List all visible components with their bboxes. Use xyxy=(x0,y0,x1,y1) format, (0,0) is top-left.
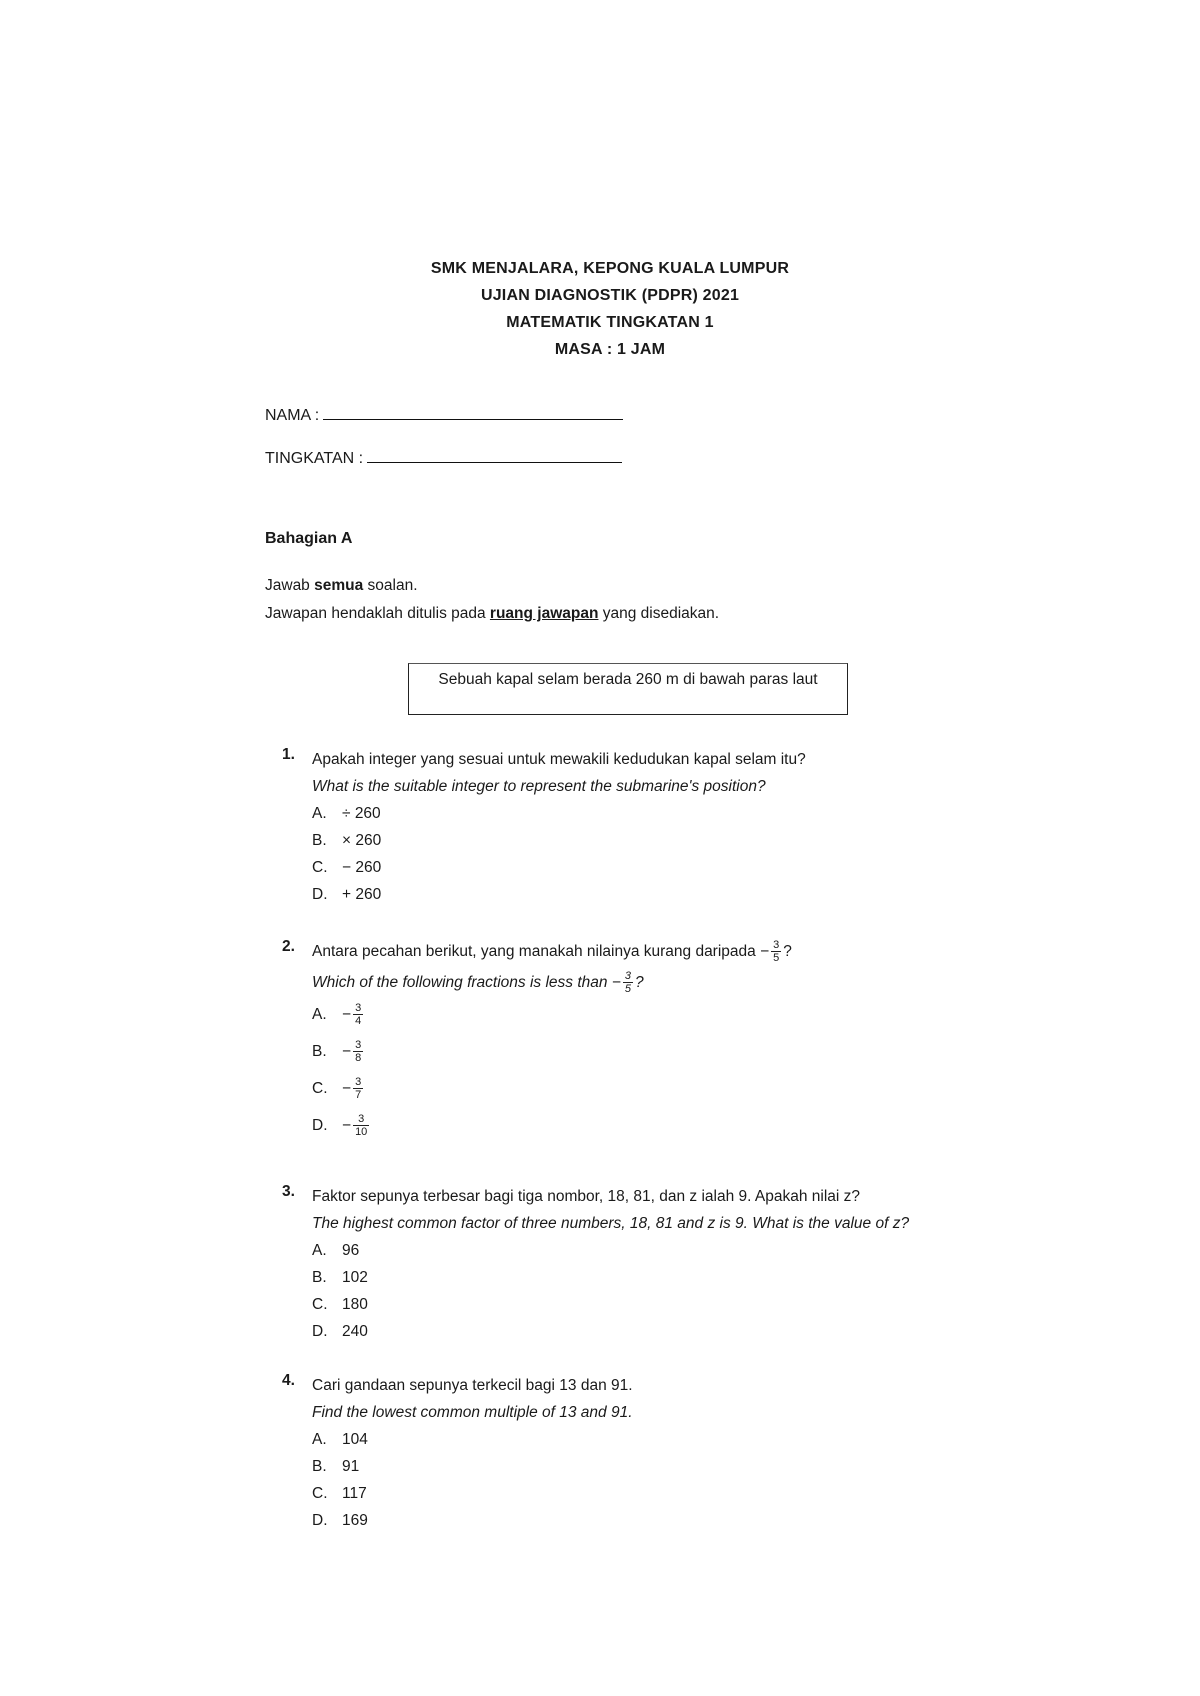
option-label: D. xyxy=(312,1512,328,1529)
instructions xyxy=(265,572,719,628)
instr2-text-a: Jawapan hendaklah ditulis pada xyxy=(265,605,490,622)
instr1-bold: semua xyxy=(314,577,364,594)
option-label: C. xyxy=(312,1080,328,1097)
option-b[interactable] xyxy=(312,1264,992,1291)
option-a[interactable] xyxy=(312,1237,992,1264)
option-label: B. xyxy=(312,1269,327,1286)
option-value: ÷ 260 xyxy=(342,805,381,822)
instruction-line-2 xyxy=(265,600,719,628)
option-label: B. xyxy=(312,1043,327,1060)
option-label: B. xyxy=(312,1458,327,1475)
option-value: 240 xyxy=(342,1323,368,1340)
option-value: 104 xyxy=(342,1431,368,1448)
question-text-malay: Cari gandaan sepunya terkecil bagi 13 dan 91. xyxy=(312,1377,633,1394)
question-text: Which of the following fractions is less than xyxy=(312,974,608,991)
section-title: Bahagian A xyxy=(265,530,353,547)
option-label: A. xyxy=(312,1242,327,1259)
fraction-sign: − xyxy=(342,1006,352,1023)
ref-fraction xyxy=(611,970,644,996)
question-text-english: What is the suitable integer to represent the submarine's position? xyxy=(312,778,766,795)
option-c[interactable] xyxy=(312,1291,992,1318)
option-value: 169 xyxy=(342,1512,368,1529)
option-value: 91 xyxy=(342,1458,360,1475)
name-field xyxy=(265,405,623,425)
fraction-sign: − xyxy=(611,974,621,991)
option-value: − 260 xyxy=(342,859,382,876)
option-label: A. xyxy=(312,1431,327,1448)
fraction xyxy=(353,1039,363,1064)
question-number: 3. xyxy=(282,1183,295,1200)
name-blank-line[interactable] xyxy=(323,405,623,420)
fraction-denominator: 5 xyxy=(624,983,631,996)
option-value: × 260 xyxy=(342,832,382,849)
question-text-malay: Apakah integer yang sesuai untuk mewakili kedudukan kapal selam itu? xyxy=(312,751,806,768)
option-value: 96 xyxy=(342,1242,360,1259)
option-c[interactable] xyxy=(312,1070,992,1107)
fraction-numerator: 3 xyxy=(353,1113,369,1126)
fraction xyxy=(353,1002,363,1027)
option-a[interactable] xyxy=(312,800,992,827)
context-box xyxy=(408,663,848,715)
option-c[interactable] xyxy=(312,854,992,881)
fraction-numerator: 3 xyxy=(355,1039,362,1052)
fraction xyxy=(623,970,633,995)
fraction-sign: − xyxy=(342,1117,352,1134)
option-value: 117 xyxy=(342,1485,367,1502)
exam-title: UJIAN DIAGNOSTIK (PDPR) 2021 xyxy=(480,287,740,304)
option-d[interactable] xyxy=(312,1107,992,1144)
question-text-malay xyxy=(312,938,992,965)
fraction xyxy=(353,1076,363,1101)
subject-title: MATEMATIK TINGKATAN 1 xyxy=(506,314,714,331)
form-field xyxy=(265,448,622,468)
form-blank-line[interactable] xyxy=(367,448,622,463)
option-a[interactable] xyxy=(312,1426,992,1453)
option-a[interactable] xyxy=(312,996,992,1033)
option-value: + 260 xyxy=(342,886,382,903)
option-label: D. xyxy=(312,886,328,903)
option-d[interactable] xyxy=(312,1507,992,1534)
question-text-english: The highest common factor of three numbers, 18, 81 and z is 9. What is the value of z? xyxy=(312,1215,910,1232)
question-mark: ? xyxy=(783,943,792,960)
option-label: C. xyxy=(312,1485,328,1502)
instr2-text-c: yang disediakan. xyxy=(598,605,720,622)
fraction-denominator: 5 xyxy=(773,952,780,965)
question-number: 1. xyxy=(282,746,295,763)
name-label: NAMA : xyxy=(265,407,320,424)
option-label: C. xyxy=(312,859,328,876)
option-label: C. xyxy=(312,1296,328,1313)
exam-header xyxy=(0,255,1200,363)
question-text-malay: Faktor sepunya terbesar bagi tiga nombor, 18, 81, dan z ialah 9. Apakah nilai z? xyxy=(312,1188,861,1205)
instr1-text-c: soalan. xyxy=(363,577,418,594)
fraction-denominator: 4 xyxy=(355,1015,362,1028)
instruction-line-1 xyxy=(265,572,719,600)
fraction-denominator: 8 xyxy=(355,1052,362,1065)
question-text-english xyxy=(312,969,992,996)
fraction-numerator: 3 xyxy=(355,1002,362,1015)
fraction-denominator: 10 xyxy=(355,1126,368,1139)
instr2-underlined: ruang jawapan xyxy=(489,605,599,622)
option-label: D. xyxy=(312,1117,328,1134)
option-b[interactable] xyxy=(312,1033,992,1070)
option-value: 102 xyxy=(342,1269,368,1286)
option-c[interactable] xyxy=(312,1480,992,1507)
fraction-denominator: 7 xyxy=(355,1089,362,1102)
fraction xyxy=(353,1113,369,1138)
option-d[interactable] xyxy=(312,881,992,908)
form-label: TINGKATAN : xyxy=(265,450,364,467)
option-value: 180 xyxy=(342,1296,368,1313)
ref-fraction xyxy=(760,939,792,965)
option-label: A. xyxy=(312,1006,327,1023)
exam-duration: MASA : 1 JAM xyxy=(554,341,666,358)
question-text-english: Find the lowest common multiple of 13 and 91. xyxy=(312,1404,633,1421)
option-b[interactable] xyxy=(312,1453,992,1480)
fraction-sign: − xyxy=(342,1043,352,1060)
context-text: Sebuah kapal selam berada 260 m di bawah paras laut xyxy=(438,671,818,688)
school-name: SMK MENJALARA, KEPONG KUALA LUMPUR xyxy=(430,260,790,277)
question-number: 4. xyxy=(282,1372,295,1389)
question-number: 2. xyxy=(282,938,295,955)
fraction xyxy=(771,939,781,964)
fraction-numerator: 3 xyxy=(773,939,780,952)
fraction-numerator: 3 xyxy=(624,970,631,983)
instr1-text-a: Jawab xyxy=(265,577,315,594)
option-label: A. xyxy=(312,805,327,822)
question-mark: ? xyxy=(635,974,644,991)
question-text: Antara pecahan berikut, yang manakah nilainya kurang daripada xyxy=(312,943,756,960)
fraction-sign: − xyxy=(760,943,770,960)
option-d[interactable] xyxy=(312,1318,992,1345)
option-b[interactable] xyxy=(312,827,992,854)
fraction-sign: − xyxy=(342,1080,352,1097)
fraction-numerator: 3 xyxy=(355,1076,362,1089)
option-label: B. xyxy=(312,832,327,849)
option-label: D. xyxy=(312,1323,328,1340)
